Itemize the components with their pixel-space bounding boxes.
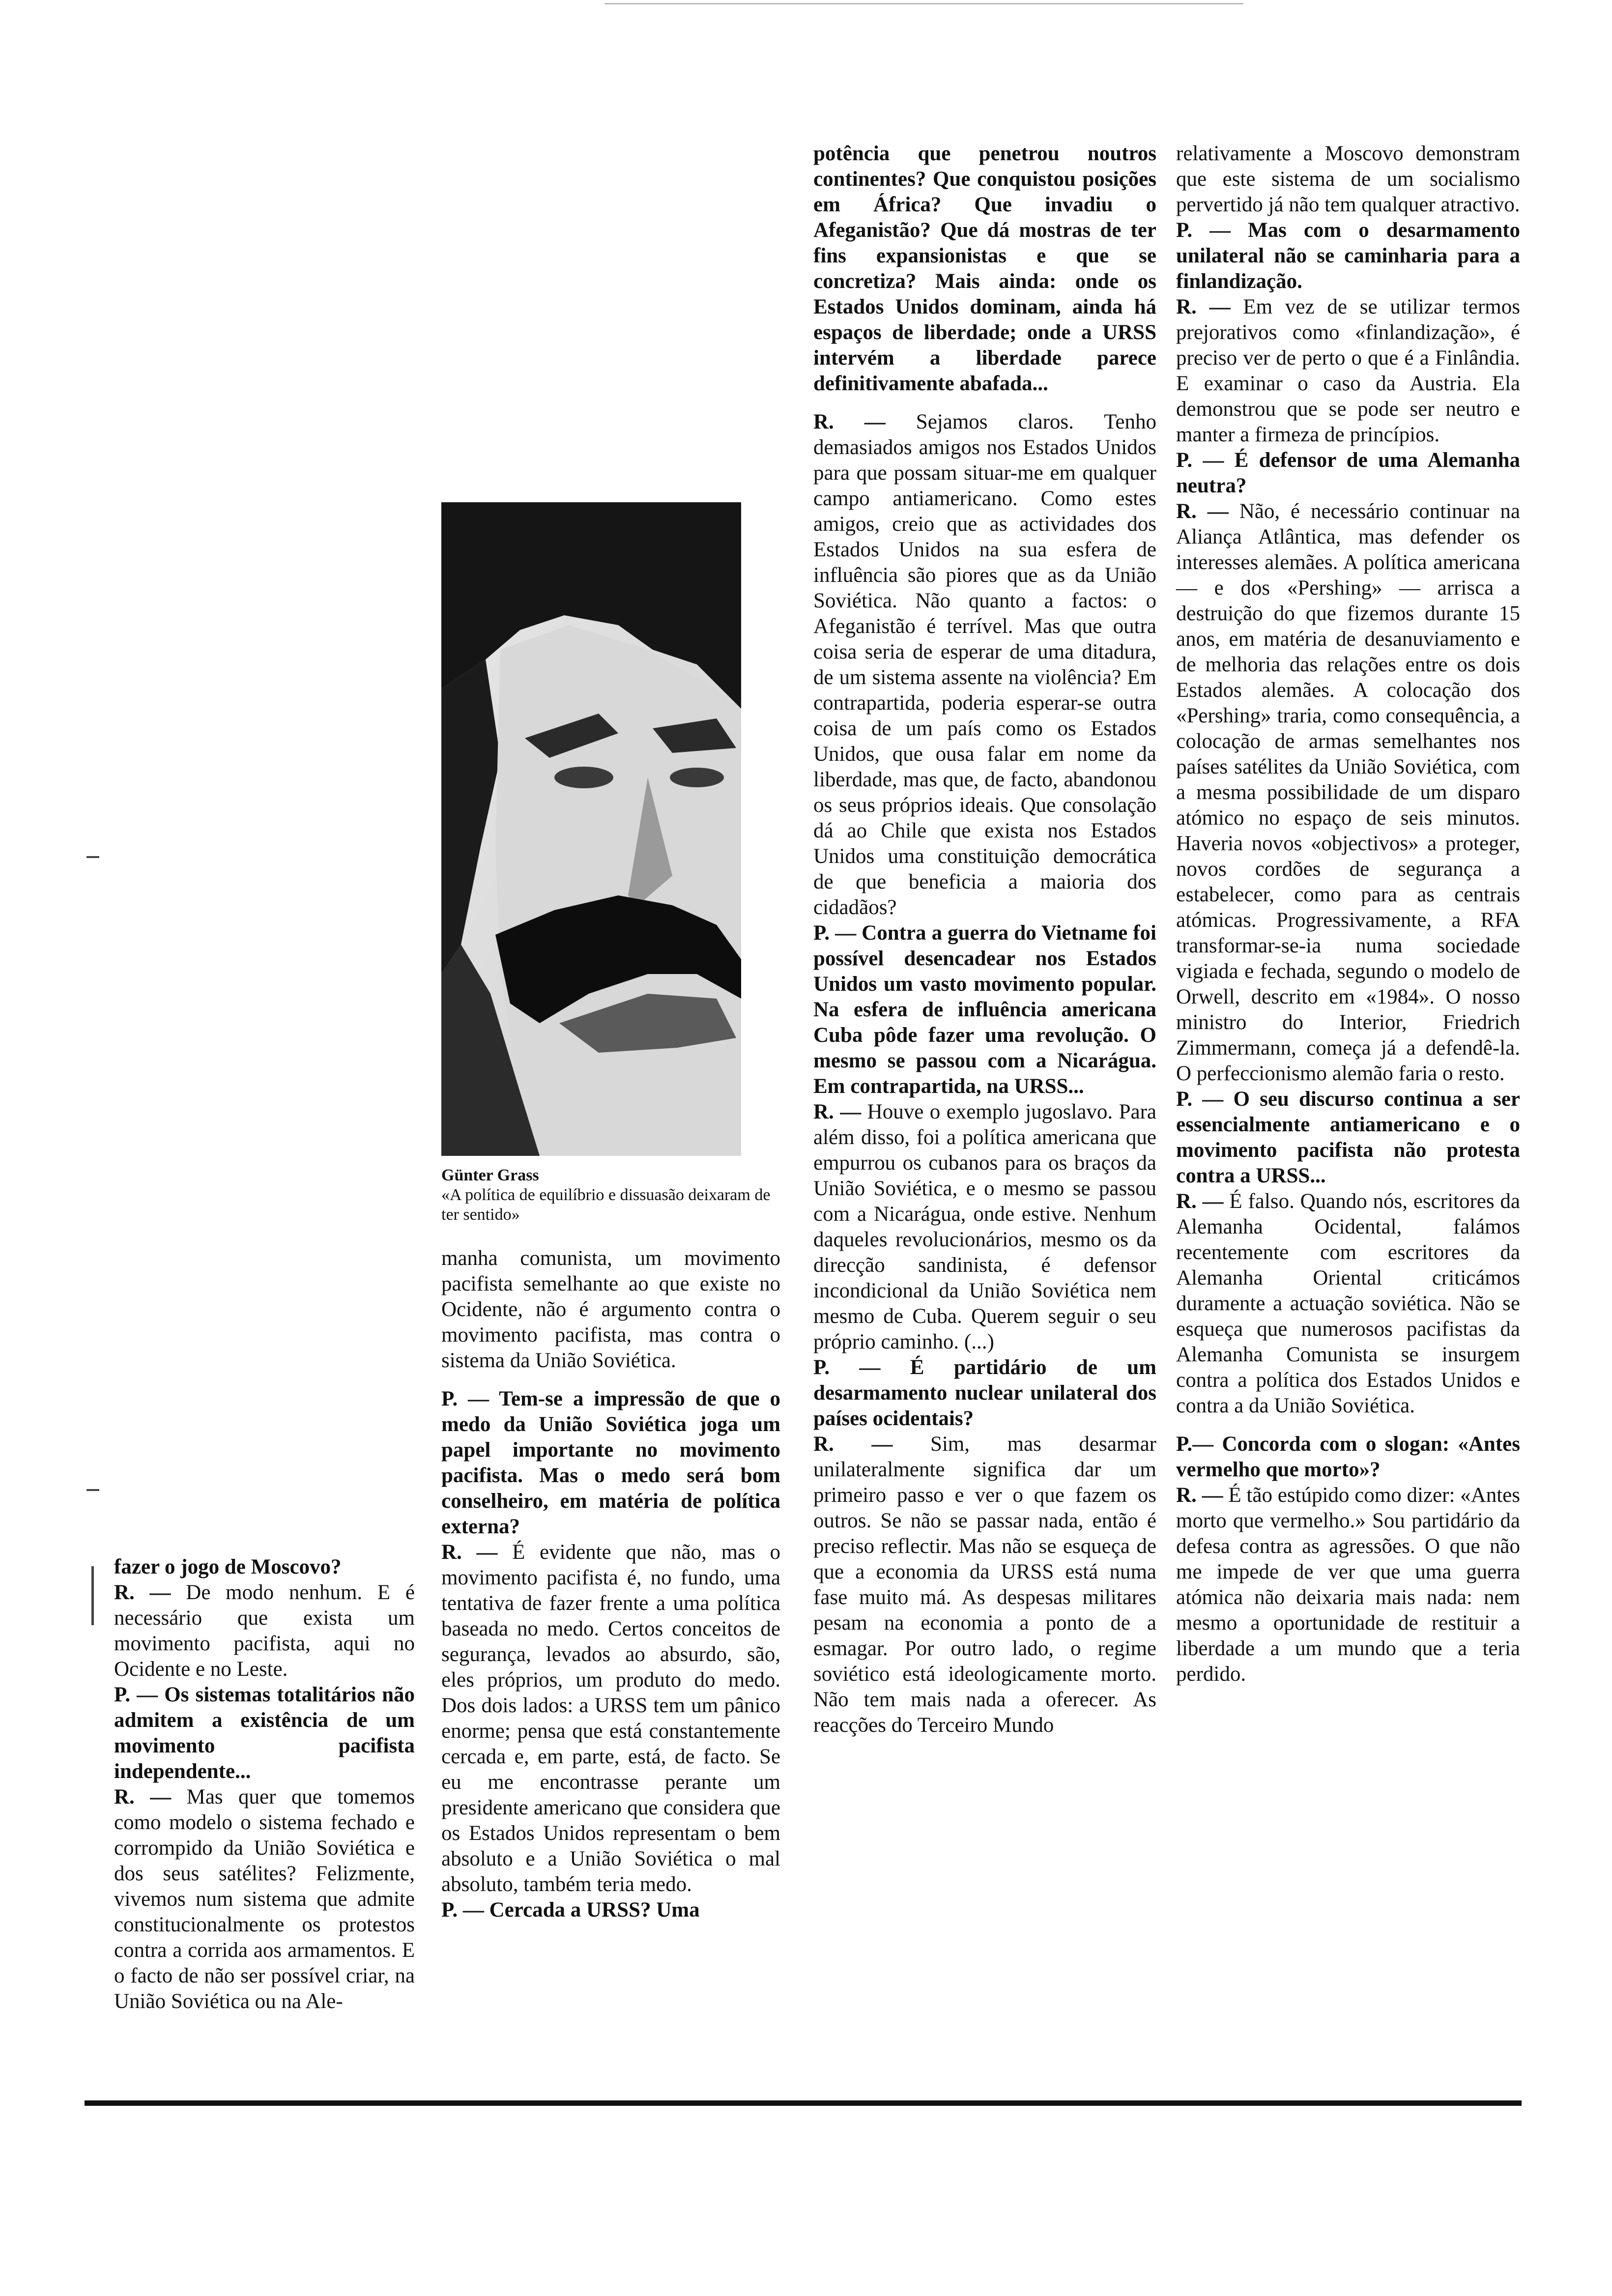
answer-text: É tão estúpido como dizer: «Antes morto que vermelho.» Sou partidário da defesa contra as agressões. O que não me impede de ver que uma guerra atómica não deixaria mais nada: nem mesmo a oportunidade de restituir a liberdade a um mundo que a teria perdido. bbox=[1176, 1484, 1521, 1686]
column-1 bbox=[114, 1554, 415, 2014]
caption-text: «A política de equilíbrio e dissuasão deixaram de ter sentido» bbox=[441, 1186, 771, 1224]
answer-label: R. — bbox=[1176, 295, 1231, 318]
question-paragraph: P. — O seu discurso continua a ser essencialmente antiamericano e o movimento pacifista não protesta contra a URSS... bbox=[1176, 1088, 1520, 1187]
answer-text: Mas quer que tomemos como modelo o sistema fechado e corrompido da União Soviética e dos seus satélites? Felizmente, vivemos num sistema que admite constitucionalmente os protestos contra a corrida aos armamentos. E o facto de não ser possível criar, na União Soviética ou na Ale- bbox=[114, 1785, 415, 2013]
answer-label: R. — bbox=[813, 1100, 862, 1123]
answer-text: É falso. Quando nós, escritores da Alemanha Ocidental, falámos recentemente com escritores da Alemanha Oriental criticámos duramente a actuação soviética. Não se esqueça que numerosos pacifistas da Alemanha Comunista se insurgem contra a política dos Estados Unidos e contra a da União Soviética. bbox=[1176, 1190, 1520, 1417]
answer-text: Em vez de se utilizar termos prejorativos como «finlandização», é preciso ver de perto o que é a Finlândia. E examinar o caso da Austria. Ela demonstrou que se pode ser neutro e manter a firmeza de princípios. bbox=[1176, 295, 1520, 446]
margin-dash bbox=[86, 1489, 99, 1491]
answer-paragraph bbox=[1176, 499, 1520, 1087]
question-paragraph: P. — Os sistemas totalitários não admitem a existência de um movimento pacifista independente... bbox=[114, 1683, 415, 1783]
margin-mark bbox=[91, 1566, 94, 1625]
answer-text: Sim, mas desarmar unilateralmente significa dar um primeiro passo e ver o que fazem os outros. Se não se passar nada, então é preciso reflectir. Mas não se esqueça de que a economia da URSS está numa fase muito má. As despesas militares pesam na economia a ponto de a esmagar. Por outro lado, o regime soviético está ideologicamente morto. Não tem mais nada a oferecer. As reacções do Terceiro Mundo bbox=[813, 1433, 1156, 1737]
question-paragraph: P.— Concorda com o slogan: «Antes vermelho que morto»? bbox=[1176, 1433, 1520, 1481]
column-3 bbox=[813, 141, 1156, 1738]
question-paragraph: P. — Cercada a URSS? Uma bbox=[441, 1898, 700, 1922]
top-edge-line bbox=[604, 3, 1243, 4]
margin-dash bbox=[86, 856, 99, 858]
answer-text: Não, é necessário continuar na Aliança Atlântica, mas defender os interesses alemães. A política americana — e dos «Pershing» — arrisca a destruição do que fizemos durante 15 anos, em matéria de desanuviamento e de melhoria das relações entre os dois Estados alemães. A colocação dos «Pershing» traria, como consequência, a colocação de armas semelhantes nos países satélites da União Soviética, com a mesma possibilidade de um disparo atómico no espaço de seis minutos. Haveria novos «objectivos» a proteger, novos cordões de segurança a estabelecer, como para as centrais atómicas. Progressivamente, a RFA transformar-se-ia numa sociedade vigiada e fechada, segundo o modelo de Orwell, descrito em «1984». O nosso ministro do Interior, Friedrich Zimmermann, começa já a defendê-la. O perfeccionismo alemão faria o resto. bbox=[1176, 500, 1520, 1085]
author-photo bbox=[441, 502, 741, 1156]
answer-continuation: relativamente a Moscovo demonstram que este sistema de um socialismo pervertido já não tem qualquer atractivo. bbox=[1176, 142, 1520, 216]
answer-label: R. — bbox=[441, 1541, 498, 1564]
answer-paragraph bbox=[114, 1580, 415, 1682]
question-paragraph: P. — É partidário de um desarmamento nuclear unilateral dos países ocidentais? bbox=[813, 1356, 1156, 1430]
answer-label: R. — bbox=[813, 410, 886, 433]
answer-paragraph bbox=[813, 1432, 1156, 1738]
answer-paragraph bbox=[1176, 1189, 1520, 1419]
answer-paragraph bbox=[1176, 294, 1520, 448]
answer-label: R. — bbox=[813, 1433, 893, 1456]
answer-paragraph bbox=[441, 1540, 780, 1897]
question-paragraph: P. — É defensor de uma Alemanha neutra? bbox=[1176, 449, 1520, 497]
photo-caption bbox=[441, 1166, 780, 1225]
question-paragraph: P. — Contra a guerra do Vietname foi possível desencadear nos Estados Unidos um vasto movimento popular. Na esfera de influência americana Cuba pôde fazer uma revolução. O mesmo se passou com a Nicarágua. Em contrapartida, na URSS... bbox=[813, 921, 1156, 1098]
question-paragraph: P. — Tem-se a impressão de que o medo da União Soviética joga um papel importante no movimento pacifista. Mas o medo será bom conselheiro, em matéria de política externa? bbox=[441, 1387, 780, 1538]
answer-paragraph bbox=[813, 409, 1156, 920]
answer-label: R. — bbox=[1176, 1190, 1224, 1213]
answer-paragraph bbox=[813, 1099, 1156, 1355]
answer-text: De modo nenhum. E é necessário que exista um movimento pacifista, aqui no Ocidente e no Leste. bbox=[114, 1581, 415, 1681]
portrait-image bbox=[441, 502, 741, 1156]
answer-text: É evidente que não, mas o movimento pacifista é, no fundo, uma tentativa de fazer frente a uma política baseada no medo. Certos conceitos de segurança, levados ao absurdo, são, eles próprios, um produto do medo. Dos dois lados: a URSS tem um pânico enorme; pensa que está constantemente cercada e, em parte, está, de facto. Se eu me encontrasse perante um presidente americano que considera que os Estados Unidos representam o bem absoluto e a União Soviética o mal absoluto, também teria medo. bbox=[441, 1541, 780, 1896]
answer-text: Sejamos claros. Tenho demasiados amigos nos Estados Unidos para que possam situar-me em qualquer campo antiamericano. Como estes amigos, creio que as actividades dos Estados Unidos na sua esfera de influência são piores que as da União Soviética. Não quanto a factos: o Afeganistão é terrível. Mas que outra coisa seria de esperar de uma ditadura, de um sistema assente na violência? Em contrapartida, poderia esperar-se outra coisa de um país como os Estados Unidos, que ousa falar em nome da liberdade, mas que, de facto, abandonou os seus próprios ideais. Que consolação dá ao Chile que exista nos Estados Unidos uma constituição democrática de que beneficia a maioria dos cidadãos? bbox=[813, 410, 1156, 919]
caption-name: Günter Grass bbox=[441, 1166, 539, 1184]
column-4 bbox=[1176, 141, 1520, 1687]
answer-continuation: manha comunista, um movimento pacifista semelhante ao que existe no Ocidente, não é argumento contra o movimento pacifista, mas contra o sistema da União Soviética. bbox=[441, 1247, 780, 1372]
question-continuation: potência que penetrou noutros continentes? Que conquistou posições em África? Que invadiu o Afeganistão? Que dá mostras de ter fins expansionistas e que se concretiza? Mais ainda: onde os Estados Unidos dominam, ainda há espaços de liberdade; onde a URSS intervém a liberdade parece definitivamente abafada... bbox=[813, 142, 1156, 395]
question-text: fazer o jogo de Moscovo? bbox=[114, 1555, 342, 1578]
bottom-rule bbox=[85, 2100, 1522, 2106]
answer-label: R. — bbox=[1176, 1484, 1223, 1507]
answer-label: R. — bbox=[1176, 500, 1229, 523]
question-paragraph: P. — Mas com o desarmamento unilateral não se caminharia para a finlandização. bbox=[1176, 219, 1520, 293]
answer-text: Houve o exemplo jugoslavo. Para além disso, foi a política americana que empurrou os cubanos para os braços da União Soviética, e o mesmo se passou com a Nicarágua, onde estive. Nenhum daqueles revolucionários, mesmo os da direcção sandinista, é defensor incondicional da União Soviética nem mesmo de Cuba. Querem seguir o seu próprio caminho. (...) bbox=[813, 1100, 1156, 1353]
column-2 bbox=[441, 1246, 780, 1923]
answer-label: R. — bbox=[114, 1581, 171, 1604]
answer-paragraph bbox=[114, 1784, 415, 2014]
answer-paragraph bbox=[1176, 1483, 1520, 1687]
answer-label: R. — bbox=[114, 1785, 172, 1808]
